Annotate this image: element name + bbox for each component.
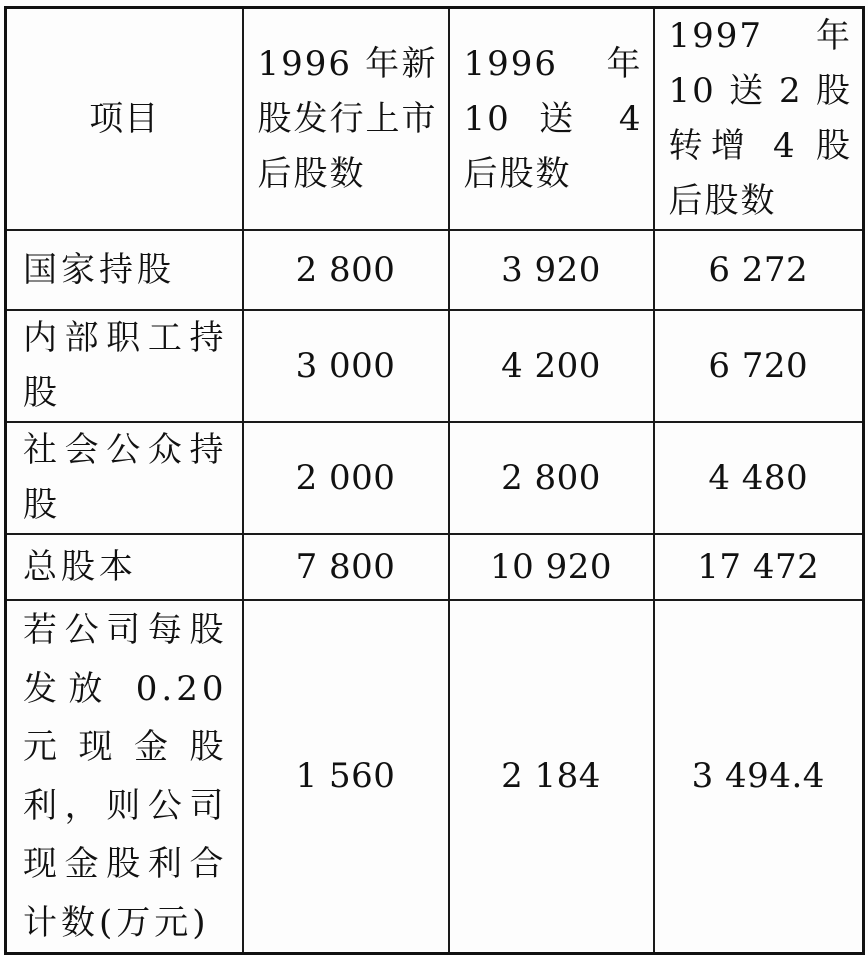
table-row	[6, 230, 864, 310]
row-label-total-shares: 总股本	[6, 534, 243, 600]
cell-value: 10 920	[449, 534, 654, 600]
header-cell-1996-new-issue	[243, 8, 449, 231]
header-item-label: 项目	[89, 98, 160, 139]
row-label-cash-dividend: 若公司每股发放 0.20 元现金股利，则公司现金股利合计数(万元)	[6, 600, 243, 954]
header-cell-1996-bonus	[449, 8, 654, 231]
header-cell-item	[6, 8, 243, 231]
cell-value: 2 184	[449, 600, 654, 954]
header-1996-new-issue-label: 1996 年新股发行上市后股数	[257, 43, 438, 194]
row-label-state-shares: 国家持股	[6, 230, 243, 310]
cell-value: 6 720	[654, 310, 864, 422]
share-capital-table	[4, 6, 865, 955]
table-row	[6, 534, 864, 600]
cell-value: 17 472	[654, 534, 864, 600]
cell-value: 6 272	[654, 230, 864, 310]
table-row	[6, 422, 864, 534]
cell-value: 2 800	[243, 230, 449, 310]
table-row	[6, 310, 864, 422]
row-label-public-shares: 社会公众持股	[6, 422, 243, 534]
table-row	[6, 600, 864, 954]
cell-value: 2 000	[243, 422, 449, 534]
cell-value: 3 494.4	[654, 600, 864, 954]
header-1997-label: 1997 年 10 送 2 股转增 4 股后股数	[668, 16, 852, 221]
cell-value: 2 800	[449, 422, 654, 534]
header-1996-bonus-label: 1996 年 10 送 4 后股数	[463, 43, 643, 194]
table-header-row	[6, 8, 864, 231]
header-cell-1997	[654, 8, 864, 231]
cell-value: 4 200	[449, 310, 654, 422]
row-label-employee-shares: 内部职工持股	[6, 310, 243, 422]
cell-value: 1 560	[243, 600, 449, 954]
cell-value: 4 480	[654, 422, 864, 534]
cell-value: 7 800	[243, 534, 449, 600]
cell-value: 3 920	[449, 230, 654, 310]
cell-value: 3 000	[243, 310, 449, 422]
